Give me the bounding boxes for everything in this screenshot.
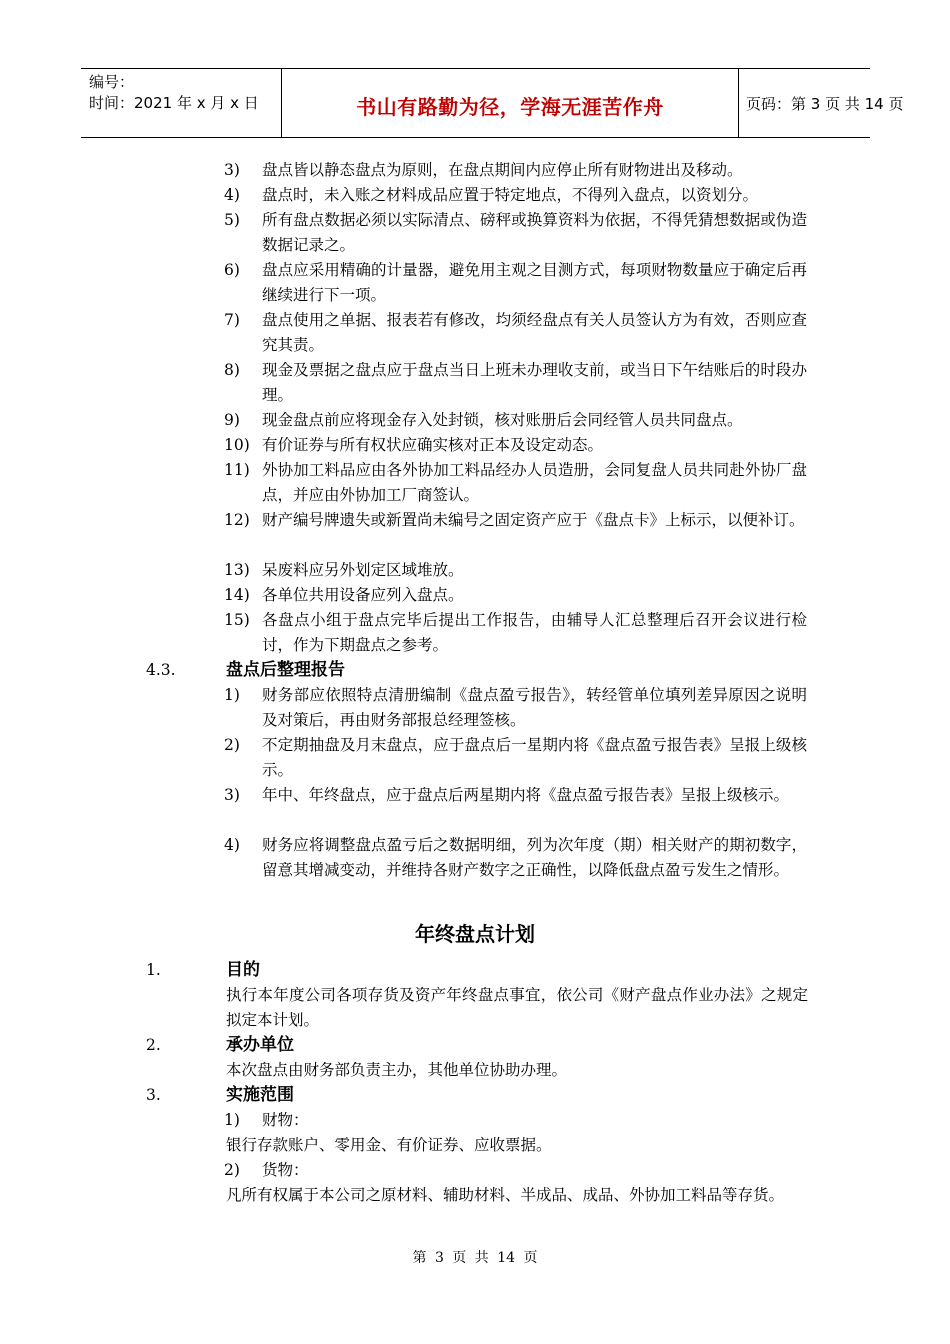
item-number: 8) <box>224 361 240 379</box>
header-left-cell <box>81 69 281 137</box>
item-number: 1) <box>224 686 240 704</box>
item-text: 盘点应采用精确的计量器，避免用主观之目测方式，每项财物数量应于确定后再继续进行下一项。 <box>262 261 807 304</box>
item-number: 5) <box>224 211 240 229</box>
item-number: 4) <box>224 836 240 854</box>
item-number: 10) <box>224 436 250 454</box>
item-text: 现金及票据之盘点应于盘点当日上班未办理收支前，或当日下午结账后的时段办理。 <box>262 361 807 404</box>
section-title: 盘点后整理报告 <box>226 660 345 680</box>
item-text: 财产编号牌遗失或新置尚未编号之固定资产应于《盘点卡》上标示，以便补订。 <box>262 511 805 529</box>
item-number: 2) <box>224 1161 240 1179</box>
item-number: 13) <box>224 561 250 579</box>
item-text: 各盘点小组于盘点完毕后提出工作报告，由辅导人汇总整理后召开会议进行检讨，作为下期盘点之参考。 <box>262 611 807 654</box>
section-number: 1. <box>146 961 161 979</box>
item-number: 6) <box>224 261 240 279</box>
item-text: 财物： <box>262 1111 309 1129</box>
item-text: 外协加工料品应由各外协加工料品经办人员造册，会同复盘人员共同赴外协厂盘点，并应由外协加工厂商签认。 <box>262 461 807 504</box>
number-label: 编号： <box>89 73 135 91</box>
item-number: 11) <box>224 461 250 479</box>
item-text: 所有盘点数据必须以实际清点、磅秤或换算资料为依据，不得凭猜想数据或伪造数据记录之。 <box>262 211 807 254</box>
item-text: 现金盘点前应将现金存入处封锁，核对账册后会同经管人员共同盘点。 <box>262 411 743 429</box>
item-text: 货物： <box>262 1161 309 1179</box>
item-text: 盘点使用之单据、报表若有修改，均须经盘点有关人员签认方为有效，否则应查究其责。 <box>262 311 807 354</box>
item-text: 不定期抽盘及月末盘点，应于盘点后一星期内将《盘点盈亏报告表》呈报上级核示。 <box>262 736 807 779</box>
page-footer: 第 3 页 共 14 页 <box>412 1250 538 1266</box>
section-title: 承办单位 <box>226 1035 294 1055</box>
item-text: 财务应将调整盘点盈亏后之数据明细，列为次年度（期）相关财产的期初数字，留意其增减变动，并维持各财产数字之正确性，以降低盘点盈亏发生之情形。 <box>262 836 807 879</box>
header-right-cell <box>738 69 904 137</box>
item-number: 4) <box>224 186 240 204</box>
section-number: 2. <box>146 1036 161 1054</box>
section-paragraph: 凡所有权属于本公司之原材料、辅助材料、半成品、成品、外协加工料品等存货。 <box>226 1186 785 1204</box>
item-text: 财务部应依照特点清册编制《盘点盈亏报告》，转经管单位填列差异原因之说明及对策后，再由财务部报总经理签核。 <box>262 686 807 729</box>
section-title: 实施范围 <box>226 1085 294 1105</box>
document-title: 年终盘点计划 <box>415 922 535 946</box>
item-text: 年中、年终盘点，应于盘点后两星期内将《盘点盈亏报告表》呈报上级核示。 <box>262 786 790 804</box>
item-number: 12) <box>224 511 250 529</box>
item-number: 15) <box>224 611 250 629</box>
header-page-info: 页码：第 3 页 共 14 页 <box>746 95 904 113</box>
item-number: 1) <box>224 1111 240 1129</box>
header-motto: 书山有路勤为径，学海无涯苦作舟 <box>356 95 664 119</box>
section-paragraph: 执行本年度公司各项存货及资产年终盘点事宜，依公司《财产盘点作业办法》之规定拟定本计划。 <box>226 986 808 1029</box>
section-paragraph: 本次盘点由财务部负责主办，其他单位协助办理。 <box>226 1061 568 1079</box>
item-number: 7) <box>224 311 240 329</box>
section-number: 4.3. <box>146 661 176 679</box>
section-paragraph: 银行存款账户、零用金、有价证券、应收票据。 <box>226 1136 552 1154</box>
header-center-cell <box>281 69 739 137</box>
item-text: 各单位共用设备应列入盘点。 <box>262 586 464 604</box>
item-number: 14) <box>224 586 250 604</box>
item-text: 盘点皆以静态盘点为原则，在盘点期间内应停止所有财物进出及移动。 <box>262 161 743 179</box>
item-number: 3) <box>224 786 240 804</box>
item-text: 有价证券与所有权状应确实核对正本及设定动态。 <box>262 436 604 454</box>
item-number: 2) <box>224 736 240 754</box>
item-number: 9) <box>224 411 240 429</box>
item-number: 3) <box>224 161 240 179</box>
item-text: 呆废料应另外划定区域堆放。 <box>262 561 464 579</box>
item-text: 盘点时，未入账之材料成品应置于特定地点，不得列入盘点，以资划分。 <box>262 186 759 204</box>
section-number: 3. <box>146 1086 161 1104</box>
time-label: 时间：2021 年 x 月 x 日 <box>89 94 259 112</box>
page-header <box>81 68 904 138</box>
section-title: 目的 <box>226 960 260 980</box>
